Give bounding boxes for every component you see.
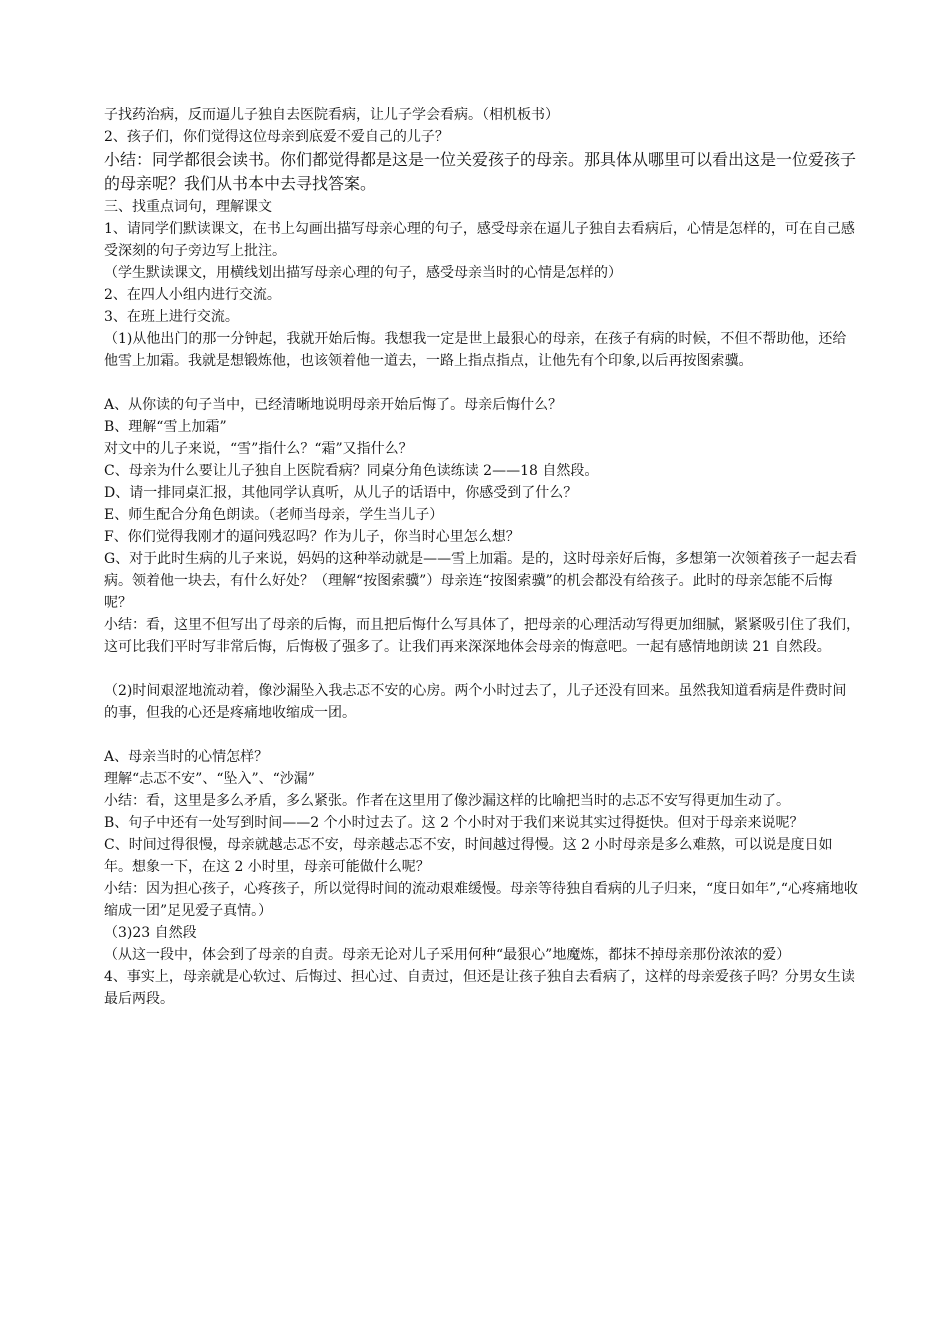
text-line: 2、孩子们，你们觉得这位母亲到底爱不爱自己的儿子？ <box>104 129 449 145</box>
text-line: 理解“忐忑不安”、“坠入”、“沙漏” <box>104 771 315 787</box>
text-paragraph: 4、事实上，母亲就是心软过、后悔过、担心过、自责过，但还是让孩子独自去看病了，这样的母亲爱孩子吗？分男女生读最后两段。 <box>104 969 855 1007</box>
text-line: E、师生配合分角色朗读。（老师当母亲，学生当儿子） <box>104 507 444 523</box>
text-line: （学生默读课文，用横线划出描写母亲心理的句子，感受母亲当时的心情是怎样的） <box>104 265 622 281</box>
text-line: 对文中的儿子来说，“雪”指什么？“霜”又指什么？ <box>104 441 413 457</box>
section-heading: 三、找重点词句，理解课文 <box>104 199 272 215</box>
text-line: F、你们觉得我刚才的逼问残忍吗？作为儿子，你当时心里怎么想？ <box>104 529 520 545</box>
quote-paragraph: （1)从他出门的那一分钟起，我就开始后悔。我想我一定是世上最狠心的母亲，在孩子有病的时候，不但不帮助他，还给他雪上加霜。我就是想锻炼他，也该领着他一道去，一路上指点指点，让他先有个印象,以后再按图索骥。 <box>104 331 847 369</box>
text-line: （3)23 自然段 <box>104 925 197 941</box>
text-paragraph: B、句子中还有一处写到时间——2 个小时过去了。这 2 个小时对于我们来说其实过得挺快。但对于母亲来说呢？ <box>104 815 804 831</box>
document-page <box>104 104 860 1010</box>
text-line: C、母亲为什么要让儿子独自上医院看病？同桌分角色读练读 2——18 自然段。 <box>104 463 599 479</box>
text-paragraph: C、时间过得很慢，母亲就越忐忑不安，母亲越忐忑不安，时间越过得慢。这 2 小时母亲是多么难熬，可以说是度日如年。想象一下，在这 2 小时里，母亲可能做什么呢？ <box>104 837 833 875</box>
text-paragraph: （从这一段中，体会到了母亲的自责。母亲无论对儿子采用何种“最狠心”地魔炼，都抹不掉母亲那份浓浓的爱） <box>104 947 791 963</box>
text-line: D、请一排同桌汇报，其他同学认真听，从儿子的话语中，你感受到了什么？ <box>104 485 578 501</box>
text-paragraph: 1、请同学们默读课文，在书上勾画出描写母亲心理的句子，感受母亲在逼儿子独自去看病后，心情是怎样的，可在自己感受深刻的句子旁边写上批注。 <box>104 221 855 259</box>
text-line: A、从你读的句子当中，已经清晰地说明母亲开始后悔了。母亲后悔什么？ <box>104 397 563 413</box>
text-line: 3、在班上进行交流。 <box>104 309 239 325</box>
summary-paragraph: 小结：看，这里不但写出了母亲的后悔，而且把后悔什么写具体了，把母亲的心理活动写得更加细腻，紧紧吸引住了我们，这可比我们平时写非常后悔，后悔极了强多了。让我们再来深深地体会母亲的悔意吧。一起有感情地朗读 21 自然段。 <box>104 617 860 655</box>
quote-paragraph: （2)时间艰涩地流动着，像沙漏坠入我忐忑不安的心房。两个小时过去了，儿子还没有回来。虽然我知道看病是件费时间的事，但我的心还是疼痛地收缩成一团。 <box>104 683 847 721</box>
summary-paragraph: 小结：因为担心孩子，心疼孩子，所以觉得时间的流动艰难缓慢。母亲等待独自看病的儿子归来，“度日如年”,“心疼痛地收缩成一团”足见爱子真情。） <box>104 881 858 919</box>
summary-paragraph: 小结：看，这里是多么矛盾，多么紧张。作者在这里用了像沙漏这样的比喻把当时的忐忑不安写得更加生动了。 <box>104 793 790 809</box>
text-line: 2、在四人小组内进行交流。 <box>104 287 281 303</box>
text-line: B、理解“雪上加霜” <box>104 419 227 435</box>
text-line: A、母亲当时的心情怎样？ <box>104 749 269 765</box>
text-paragraph: G、对于此时生病的儿子来说，妈妈的这种举动就是——雪上加霜。是的，这时母亲好后悔，多想第一次领着孩子一起去看病。领着他一块去，有什么好处？（理解“按图索骥”）母亲连“按图索骥”的机会都没有给孩子。此时的母亲怎能不后悔呢？ <box>104 551 858 611</box>
summary-paragraph: 小结：同学都很会读书。你们都觉得都是这是一位关爱孩子的母亲。那具体从哪里可以看出这是一位爱孩子的母亲呢？我们从书本中去寻找答案。 <box>104 150 857 193</box>
text-line: 子找药治病，反而逼儿子独自去医院看病，让儿子学会看病。（相机板书） <box>104 107 559 123</box>
